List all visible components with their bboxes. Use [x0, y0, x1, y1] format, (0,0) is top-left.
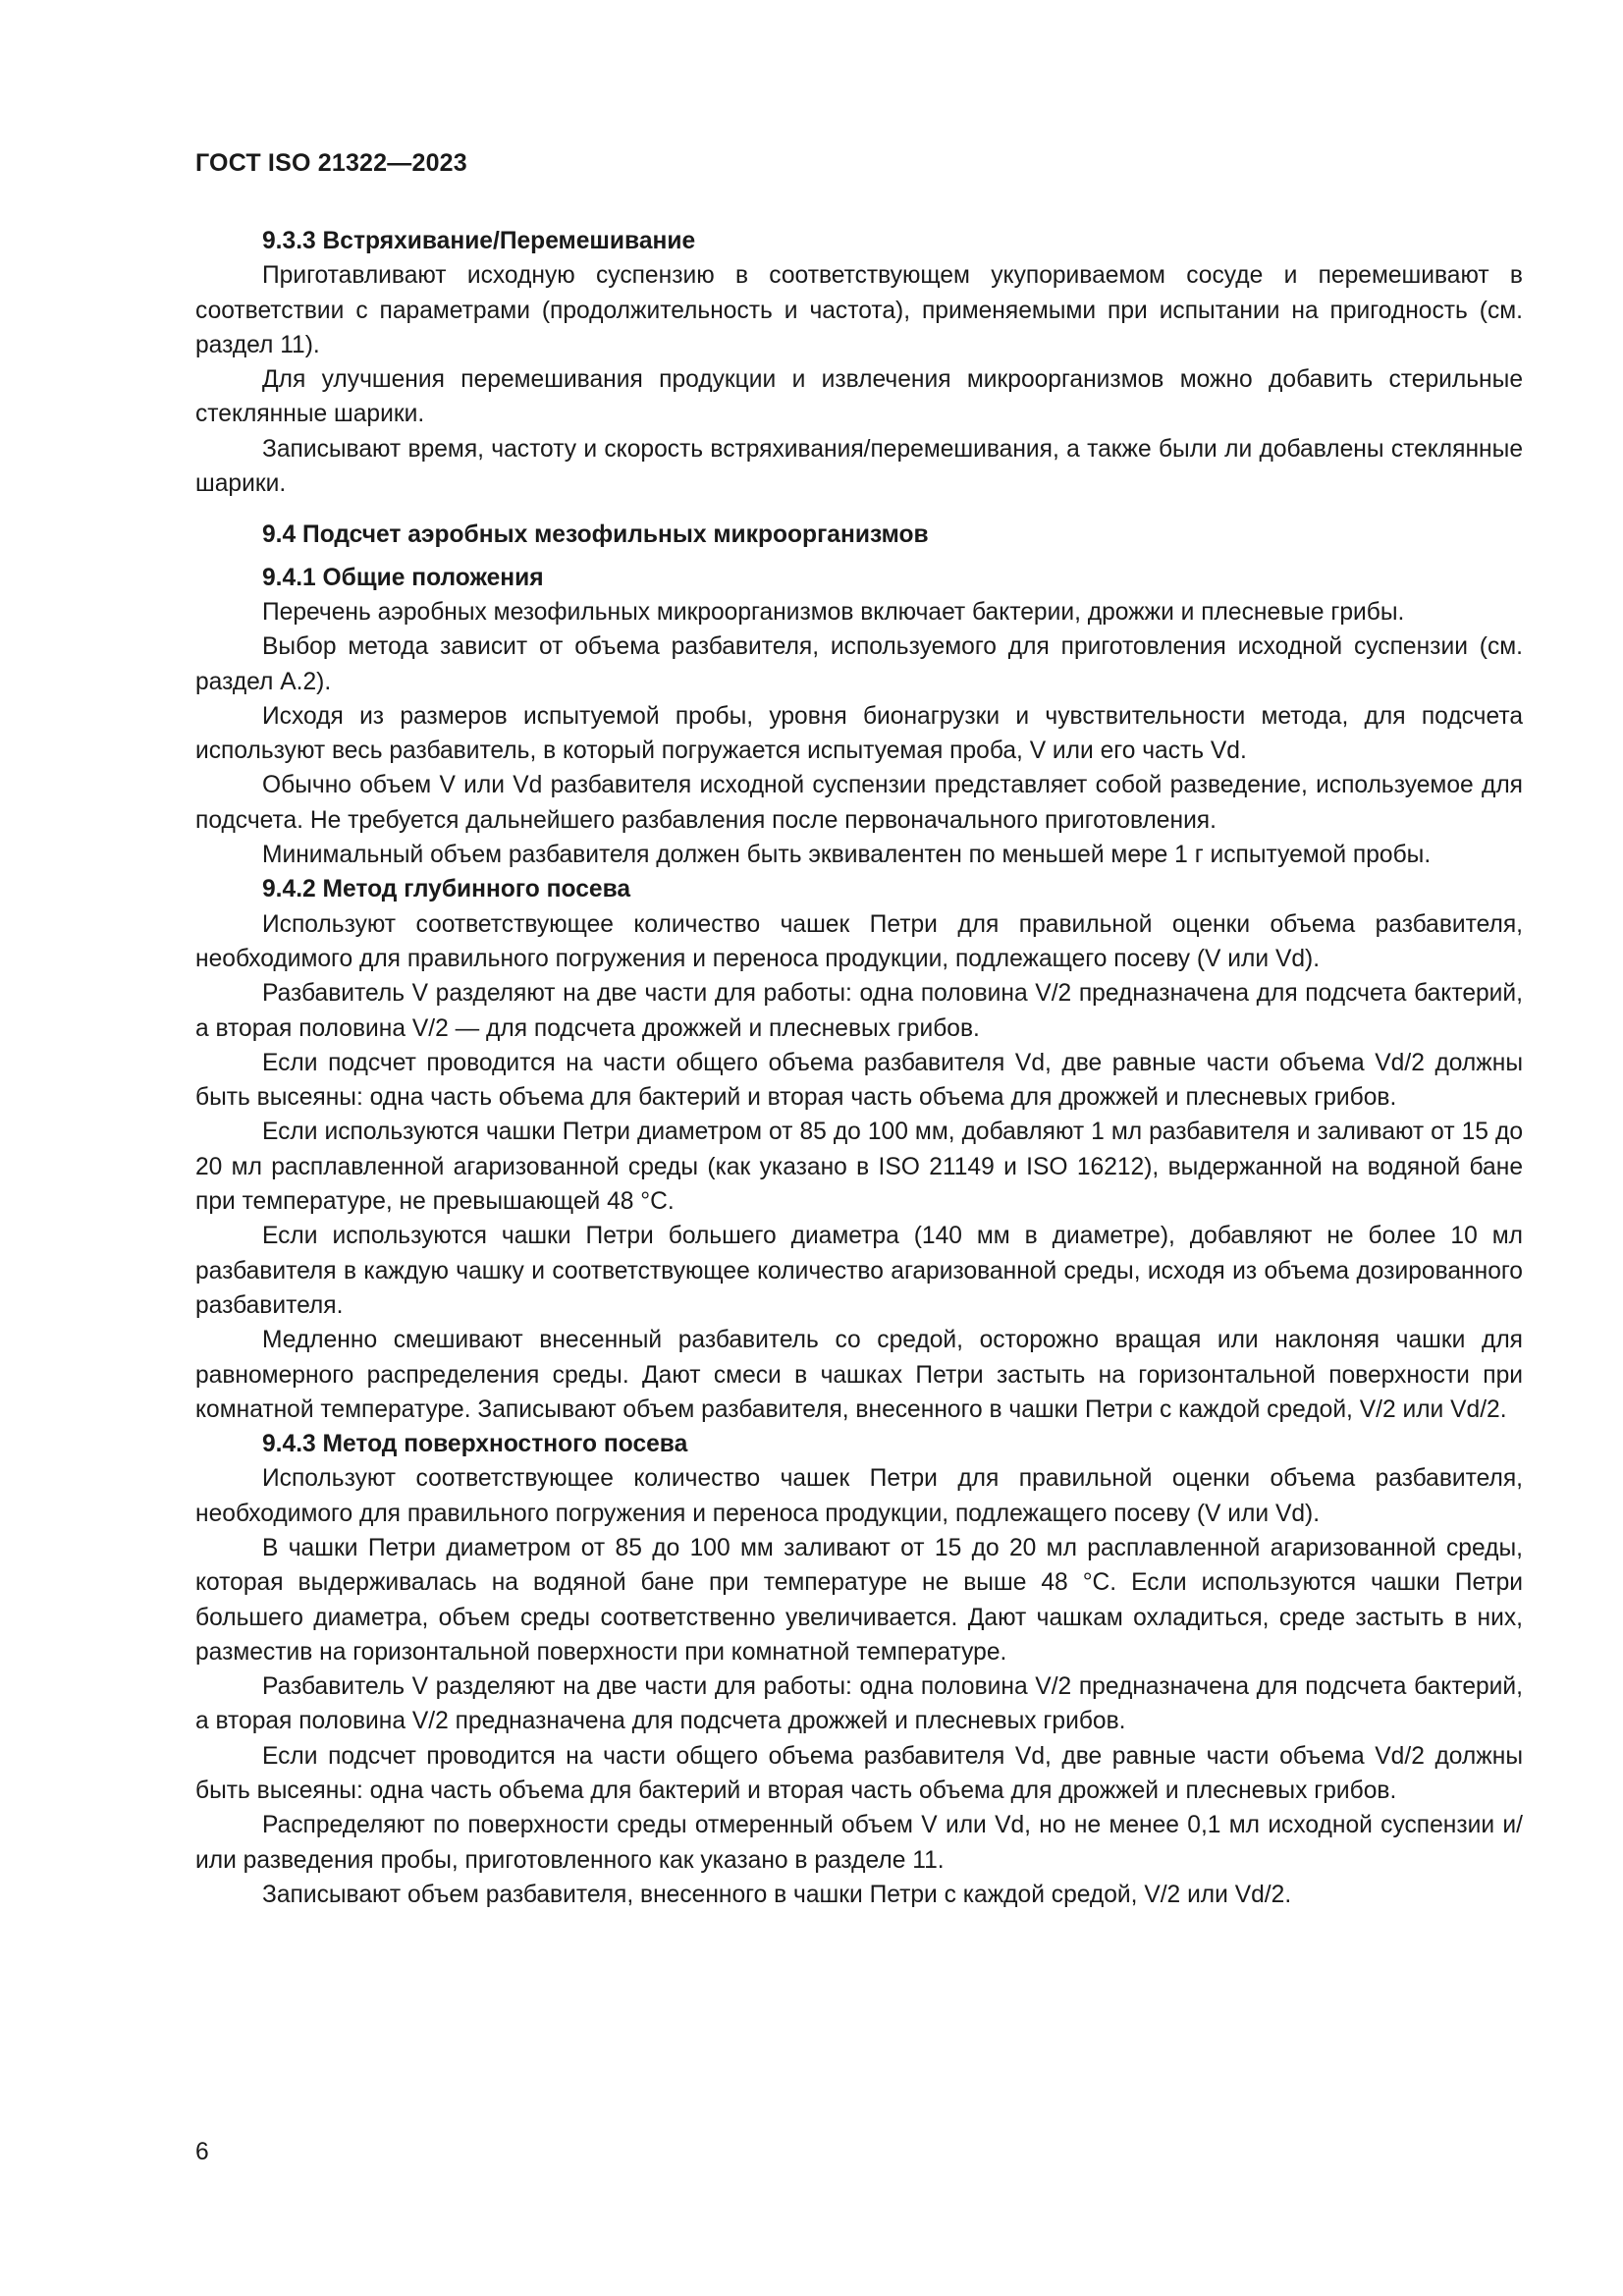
paragraph: Приготавливают исходную суспензию в соответствующем укупориваемом сосуде и перемешивают в соответствии с параметрами (продолжительность и частота), применяемыми при испытании на пригодность (см. раздел 11). — [195, 262, 1523, 358]
paragraph: Записывают объем разбавителя, внесенного в чашки Петри с каждой средой, V/2 или Vd/2. — [262, 1881, 1292, 1908]
page-number: 6 — [195, 2139, 209, 2165]
section-heading: 9.4 Подсчет аэробных мезофильных микроорганизмов — [262, 521, 929, 549]
paragraph: Используют соответствующее количество чашек Петри для правильной оценки объема разбавителя, необходимого для правильного погружения и переноса продукции, подлежащего посеву (V или Vd). — [195, 910, 1523, 972]
section-9-4-1 — [195, 561, 1523, 873]
paragraph: Записывают время, частоту и скорость встряхивания/перемешивания, а также были ли добавлены стеклянные шарики. — [195, 435, 1523, 498]
paragraph: Если используются чашки Петри большего диаметра (140 мм в диаметре), добавляют не более 10 мл разбавителя в каждую чашку и соответствующее количество агаризованной среды, исходя из объема дозированного разбавителя. — [195, 1223, 1523, 1319]
paragraph: Если используются чашки Петри диаметром от 85 до 100 мм, добавляют 1 мл разбавителя и заливают от 15 до 20 мл расплавленной агаризованной среды (как указано в ISO 21149 и ISO 16212), выдержанной на водяной бане при температуре, не превышающей 48 °C. — [195, 1119, 1523, 1216]
paragraph: Разбавитель V разделяют на две части для работы: одна половина V/2 предназначена для подсчета бактерий, а вторая половина V/2 — для подсчета дрожжей и плесневых грибов. — [195, 980, 1523, 1042]
paragraph: Минимальный объем разбавителя должен быть эквивалентен по меньшей мере 1 г испытуемой пробы. — [262, 842, 1432, 869]
section-heading: 9.4.1 Общие положения — [262, 564, 544, 591]
paragraph: Используют соответствующее количество чашек Петри для правильной оценки объема разбавителя, необходимого для правильного погружения и переноса продукции, подлежащего посеву (V или Vd). — [195, 1465, 1523, 1527]
document-header: ГОСТ ISO 21322—2023 — [195, 149, 467, 177]
paragraph: Разбавитель V разделяют на две части для работы: одна половина V/2 предназначена для подсчета бактерий, а вторая половина V/2 предназначена для подсчета дрожжей и плесневых грибов. — [195, 1673, 1523, 1735]
paragraph: Для улучшения перемешивания продукции и извлечения микроорганизмов можно добавить стерильные стеклянные шарики. — [195, 366, 1523, 428]
section-9-4-2 — [195, 872, 1523, 1427]
paragraph: Перечень аэробных мезофильных микроорганизмов включает бактерии, дрожжи и плесневые грибы. — [262, 598, 1405, 626]
section-heading: 9.4.3 Метод поверхностного посева — [262, 1431, 688, 1458]
paragraph: Если подсчет проводится на части общего объема разбавителя Vd, две равные части объема Vd/2 должны быть высеяны: одна часть объема для бактерий и вторая часть объема для дрожжей и плесневых грибов. — [195, 1049, 1523, 1112]
paragraph: В чашки Петри диаметром от 85 до 100 мм заливают от 15 до 20 мл расплавленной агаризованной среды, которая выдерживалась на водяной бане при температуре не выше 48 °C. Если используются чашки Петри большего диаметра, объем среды соответственно увеличивается. Дают чашкам охладиться, среде застыть в них, разместив на горизонтальной поверхности при комнатной температуре. — [195, 1534, 1523, 1666]
paragraph: Исходя из размеров испытуемой пробы, уровня бионагрузки и чувствительности метода, для подсчета используют весь разбавитель, в который погружается испытуемая проба, V или его часть Vd. — [195, 702, 1523, 765]
paragraph: Распределяют по поверхности среды отмеренный объем V или Vd, но не менее 0,1 мл исходной суспензии и/или разведения пробы, приготовленного как указано в разделе 11. — [195, 1812, 1523, 1874]
document-body — [195, 224, 1523, 1912]
section-heading: 9.3.3 Встряхивание/Перемешивание — [262, 228, 696, 254]
section-9-4 — [195, 518, 1523, 552]
section-heading: 9.4.2 Метод глубинного посева — [262, 876, 631, 903]
section-9-3-3 — [195, 224, 1523, 501]
paragraph: Обычно объем V или Vd разбавителя исходной суспензии представляет собой разведение, используемое для подсчета. Не требуется дальнейшего разбавления после первоначального приготовления. — [195, 772, 1523, 834]
paragraph: Медленно смешивают внесенный разбавитель со средой, осторожно вращая или наклоняя чашки для равномерного распределения среды. Дают смеси в чашках Петри застыть на горизонтальной поверхности при комнатной температуре. Записывают объем разбавителя, внесенного в чашки Петри с каждой средой, V/2 или Vd/2. — [195, 1327, 1523, 1423]
section-9-4-3 — [195, 1427, 1523, 1912]
paragraph: Если подсчет проводится на части общего объема разбавителя Vd, две равные части объема Vd/2 должны быть высеяны: одна часть объема для бактерий и вторая часть объема для дрожжей и плесневых грибов. — [195, 1742, 1523, 1805]
paragraph: Выбор метода зависит от объема разбавителя, используемого для приготовления исходной суспензии (см. раздел А.2). — [195, 633, 1523, 695]
